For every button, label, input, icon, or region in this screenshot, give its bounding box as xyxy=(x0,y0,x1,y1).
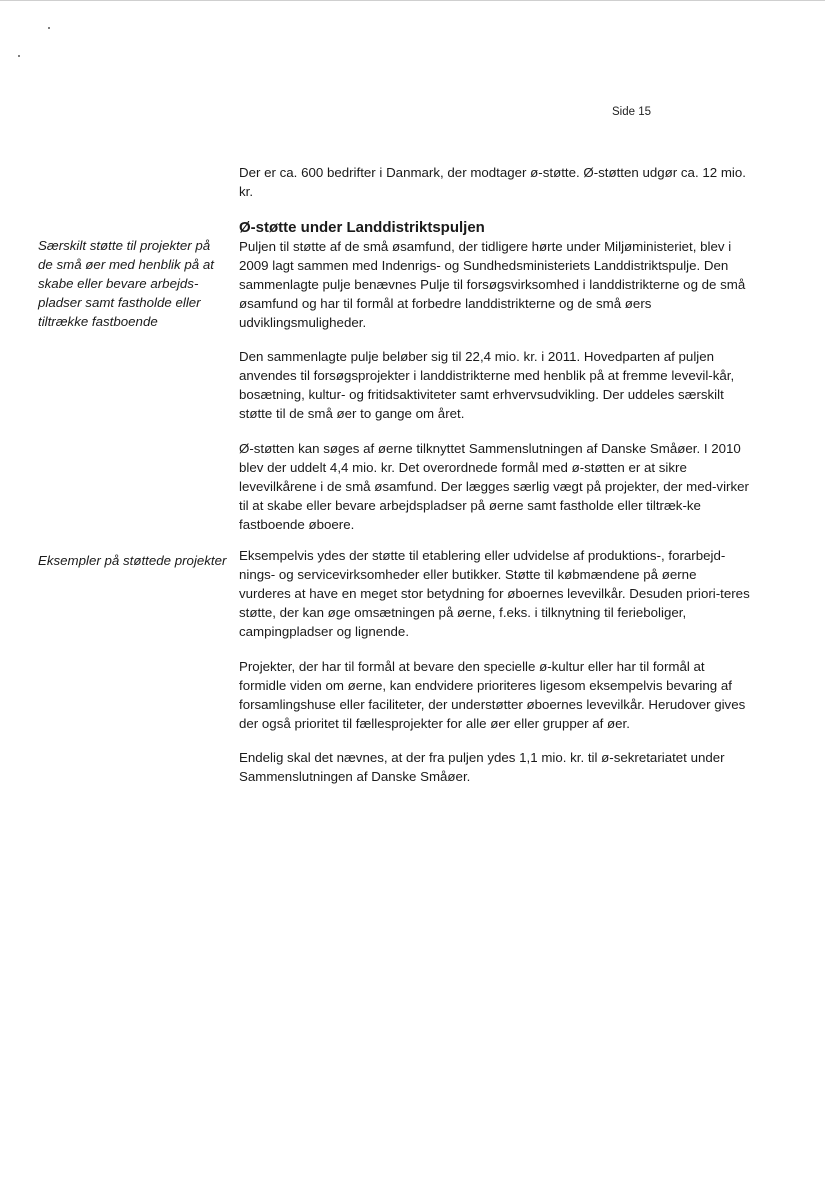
intro-text: Der er ca. 600 bedrifter i Danmark, der modtager ø-støtte. Ø-støtten udgør ca. 12 mio. kr. xyxy=(239,165,746,199)
paragraph-text: Ø-støtten kan søges af øerne tilknyttet Sammenslutningen af Danske Småøer. I 2010 blev der uddelt 4,4 mio. kr. Det overordnede formål med ø-støtten er at sikre levevilkårene i de små øsamfund. Der lægges særlig vægt på projekter, der med-virker til at skabe eller bevare arbejdspladser på øerne samt fastholde eller tiltræk-ke fastboende øboere. xyxy=(239,441,749,532)
paragraph-6 xyxy=(239,748,751,786)
paragraph-2 xyxy=(239,347,751,423)
margin-note-examples: Eksempler på støttede projekter xyxy=(38,553,227,568)
paragraph-5 xyxy=(239,657,751,733)
intro-paragraph xyxy=(239,163,751,201)
paragraph-text: Endelig skal det nævnes, at der fra puljen ydes 1,1 mio. kr. til ø-sekretariatet under Sammenslutningen af Danske Småøer. xyxy=(239,750,725,784)
scan-speck xyxy=(48,27,50,29)
section-heading: Ø-støtte under Landdistriktspuljen xyxy=(239,219,485,236)
scan-speck xyxy=(18,55,20,57)
paragraph-3 xyxy=(239,439,751,534)
paragraph-text: Den sammenlagte pulje beløber sig til 22,4 mio. kr. i 2011. Hovedparten af puljen anvendes til forsøgsprojekter i landdistrikterne med henblik på at fremme levevil-kår, bosætning, kultur- og fritidsaktiviteter samt erhvervsudvikling. Der uddeles særskilt støtte til de små øer to gange om året. xyxy=(239,349,735,421)
paragraph-4 xyxy=(239,546,751,641)
scan-top-edge xyxy=(0,0,825,1)
paragraph-1 xyxy=(239,237,751,332)
page-number: Side 15 xyxy=(612,106,652,118)
paragraph-text: Puljen til støtte af de små øsamfund, der tidligere hørte under Miljøministeriet, blev i 2009 lagt sammen med Indenrigs- og Sundhedsministeriets Landdistriktspulje. Den sammenlagte pulje benævnes Pulje til forsøgsvirksomhed i landdistrikterne og de små øsamfund og har til formål at forbedre landdistrikterne og de små øers udviklingsmuligheder. xyxy=(239,239,746,330)
paragraph-text: Eksempelvis ydes der støtte til etablering eller udvidelse af produktions-, forarbejd-nings- og servicevirksomheder eller butikker. Støtte til købmændene på øerne vurderes at have en meget stor betydning for øboernes levevilkår. Desuden priori-teres støtte, der kan øge omsætningen på øerne, f.eks. i tilknytning til ferieboliger, campingpladser og lignende. xyxy=(239,548,750,639)
paragraph-text: Projekter, der har til formål at bevare den specielle ø-kultur eller har til formål at formidle viden om øerne, kan endvidere prioriteres ligesom eksempelvis bevaring af forsamlingshuse eller faciliteter, der understøtter øboernes levevilkår. Herudover gives der også prioritet til fællesprojekter for alle øer eller grupper af øer. xyxy=(239,659,746,731)
margin-note-special-support: Særskilt støtte til projekter på de små øer med henblik på at skabe eller bevare arbejds-pladser samt fastholde eller tiltrække fastboende xyxy=(38,238,214,329)
